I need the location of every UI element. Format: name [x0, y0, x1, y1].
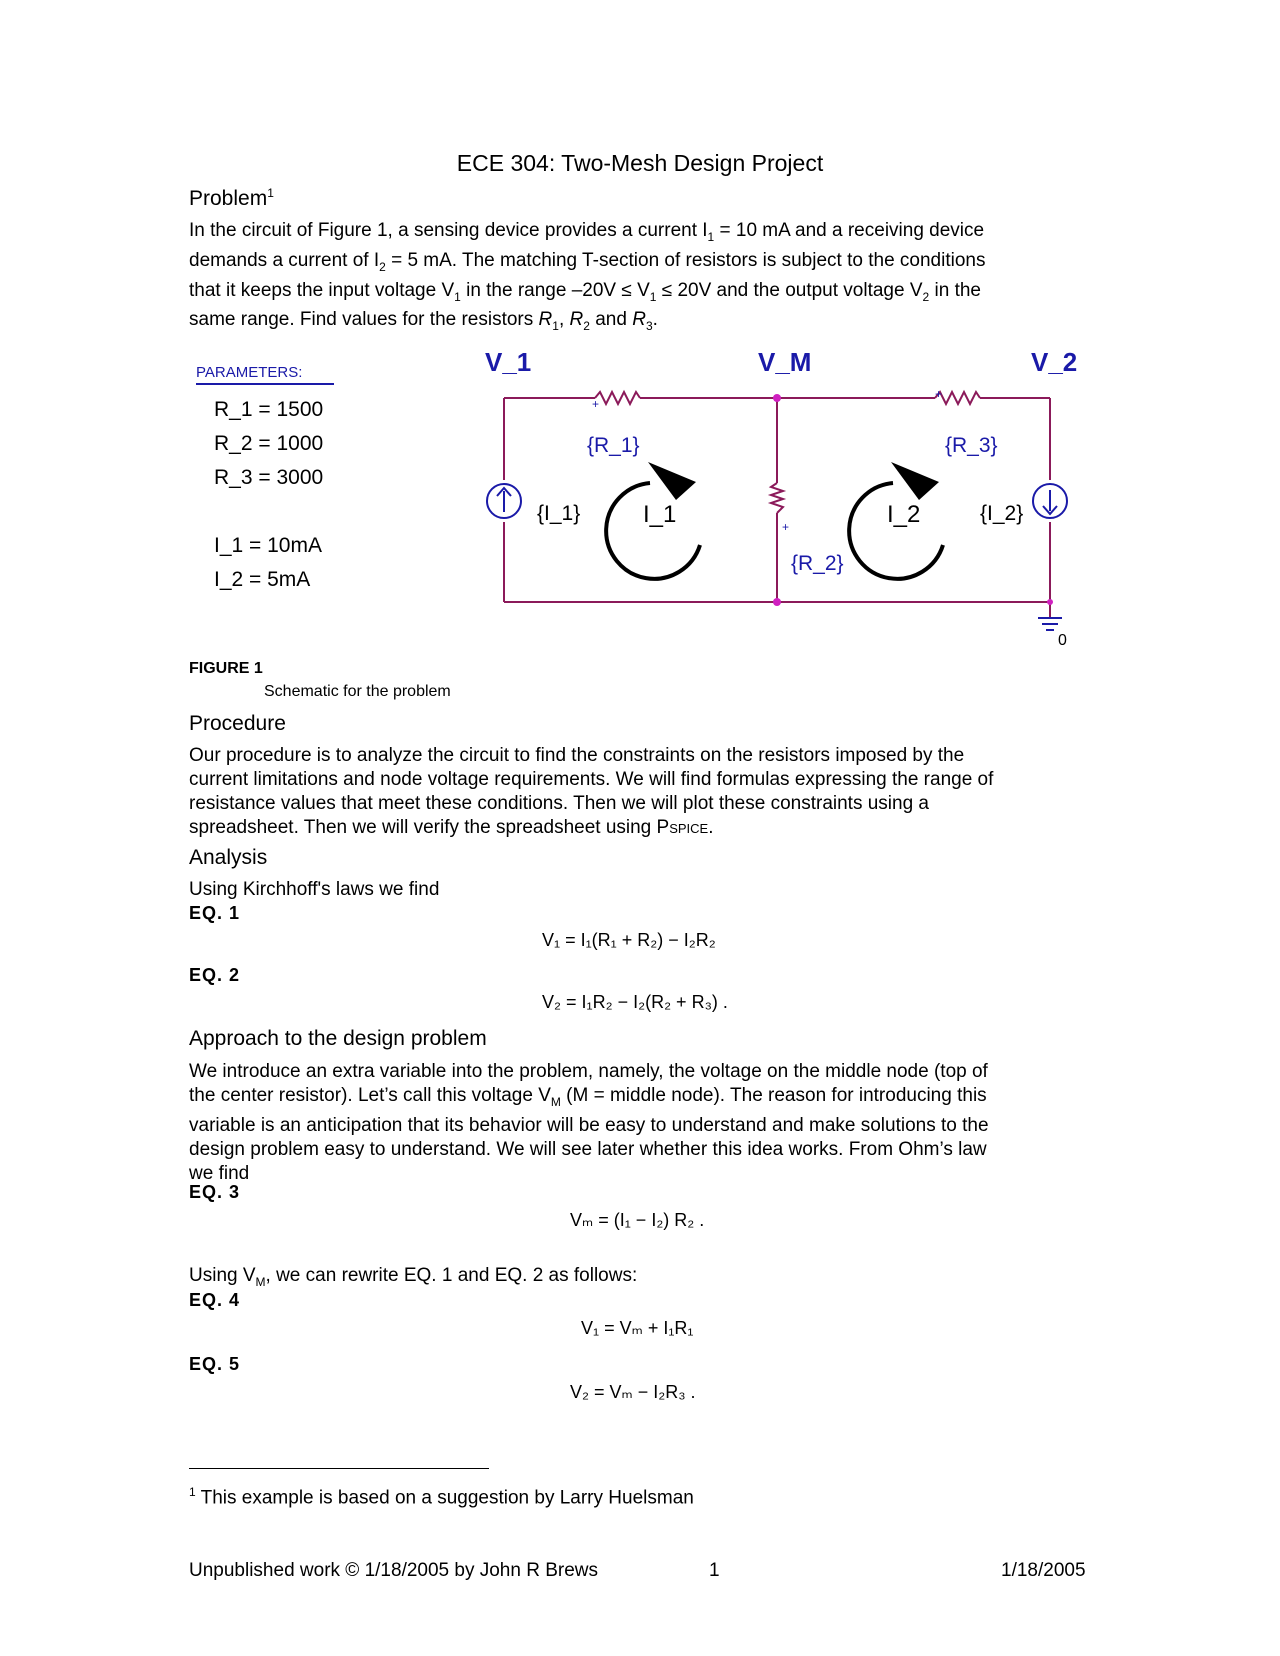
- problem-text: In the circuit of Figure 1, a sensing device provides a current $I_1 = 10$ mA and a receiving device demands a current of $I_2 = 5$ mA. The matching T-section of resistors is subject to the conditions that it keeps the input voltage $V_1$ in the range $-20V \le V_1 \le 20V$ and the output voltage $V_2$ in the same range. Find values for the resistors $R_1$, $R_2$ and $R_3$.: [189, 220, 986, 334]
- footer-page-number: 1: [709, 1560, 720, 1581]
- mesh-arrow-1: [606, 483, 700, 579]
- r2-label: {R_2}: [791, 552, 844, 575]
- eq4-label: EQ. 4: [189, 1290, 241, 1310]
- i2-label: {I_2}: [980, 502, 1024, 525]
- approach-text: We introduce an extra variable into the problem, namely, the voltage on the middle node (top of the center resistor). Let’s call this voltage $V_M$ (M = middle node). The reason for introducing this variable is an anticipation that its behavior will be easy to understand and make solutions to the design problem easy to understand. We will see later whether this idea works. From Ohm’s law we find: [189, 1061, 989, 1184]
- param-i2: I_2 = 5mA: [214, 568, 311, 591]
- footer-date: 1/18/2005: [1001, 1560, 1086, 1581]
- equation-4: V₁ = Vₘ + I₁R₁: [581, 1318, 694, 1338]
- footnote: $^1$ This example is based on a suggestion by Larry Huelsman: [189, 1485, 694, 1509]
- resistor-r1: [595, 392, 640, 404]
- i1-label: {I_1}: [537, 502, 581, 525]
- procedure-heading: Procedure: [189, 712, 286, 735]
- analysis-heading: Analysis: [189, 846, 268, 869]
- eq2-label: EQ. 2: [189, 965, 241, 985]
- mesh-arrow-2: [849, 483, 943, 579]
- param-r2: R_2 = 1000: [214, 432, 324, 455]
- equation-1: V₁ = I₁(R₁ + R₂) − I₂R₂: [542, 930, 716, 950]
- using-vm-text: Using $V_M$, we can rewrite EQ. 1 and EQ. 2 as follows:: [189, 1265, 638, 1289]
- r2-plus: +: [782, 520, 790, 534]
- param-r1: R_1 = 1500: [214, 398, 324, 421]
- figure-label: FIGURE 1: [189, 660, 263, 677]
- ground-label: 0: [1058, 632, 1067, 649]
- r3-label: {R_3}: [945, 434, 998, 457]
- eq3-label: EQ. 3: [189, 1182, 241, 1202]
- problem-heading: Problem$^1$: [189, 186, 274, 210]
- node-label-v2: V_2: [1031, 347, 1078, 377]
- parameters-label: PARAMETERS:: [196, 364, 303, 381]
- eq1-label: EQ. 1: [189, 903, 241, 923]
- equation-2: V₂ = I₁R₂ − I₂(R₂ + R₃) .: [542, 992, 728, 1012]
- mesh-arrowhead-2: [891, 462, 939, 500]
- node-label-vm: V_M: [758, 347, 812, 377]
- footnote-divider: [189, 1468, 489, 1469]
- equation-3: Vₘ = (I₁ − I₂) R₂ .: [570, 1210, 705, 1230]
- analysis-intro: Using Kirchhoff's laws we find: [189, 879, 440, 900]
- procedure-text: Our procedure is to analyze the circuit to find the constraints on the resistors imposed by the current limitations and node voltage requirements. We will find formulas expressing the range of resistance values that meet these conditions. Then we will plot these constraints using a spreadsheet. Then we will verify the spreadsheet using PSPICE.: [189, 745, 994, 838]
- equation-5: V₂ = Vₘ − I₂R₃ .: [570, 1382, 696, 1402]
- r1-label: {R_1}: [587, 434, 640, 457]
- node-label-v1: V_1: [485, 347, 532, 377]
- page-title: ECE 304: Two-Mesh Design Project: [456, 150, 824, 176]
- circuit-schematic: [0, 0, 1280, 700]
- r3-plus: +: [935, 387, 943, 401]
- node-top: [773, 394, 781, 402]
- approach-heading: Approach to the design problem: [189, 1027, 487, 1050]
- eq5-label: EQ. 5: [189, 1354, 241, 1374]
- r1-plus: +: [592, 397, 600, 411]
- figure-caption: Schematic for the problem: [264, 683, 451, 700]
- current-source-i1: [487, 484, 521, 518]
- footer-copyright: Unpublished work © 1/18/2005 by John R Brews: [189, 1560, 599, 1581]
- mesh2-label: I_2: [887, 501, 921, 528]
- param-i1: I_1 = 10mA: [214, 534, 322, 557]
- mesh1-label: I_1: [643, 501, 677, 528]
- mesh-arrowhead-1: [648, 462, 696, 500]
- node-bottom: [773, 598, 781, 606]
- current-source-i2: [1033, 484, 1067, 518]
- footnote-ref: 1: [267, 186, 274, 200]
- param-r3: R_3 = 3000: [214, 466, 324, 489]
- circuit-wires: [504, 398, 1050, 618]
- resistor-r2: [771, 483, 783, 513]
